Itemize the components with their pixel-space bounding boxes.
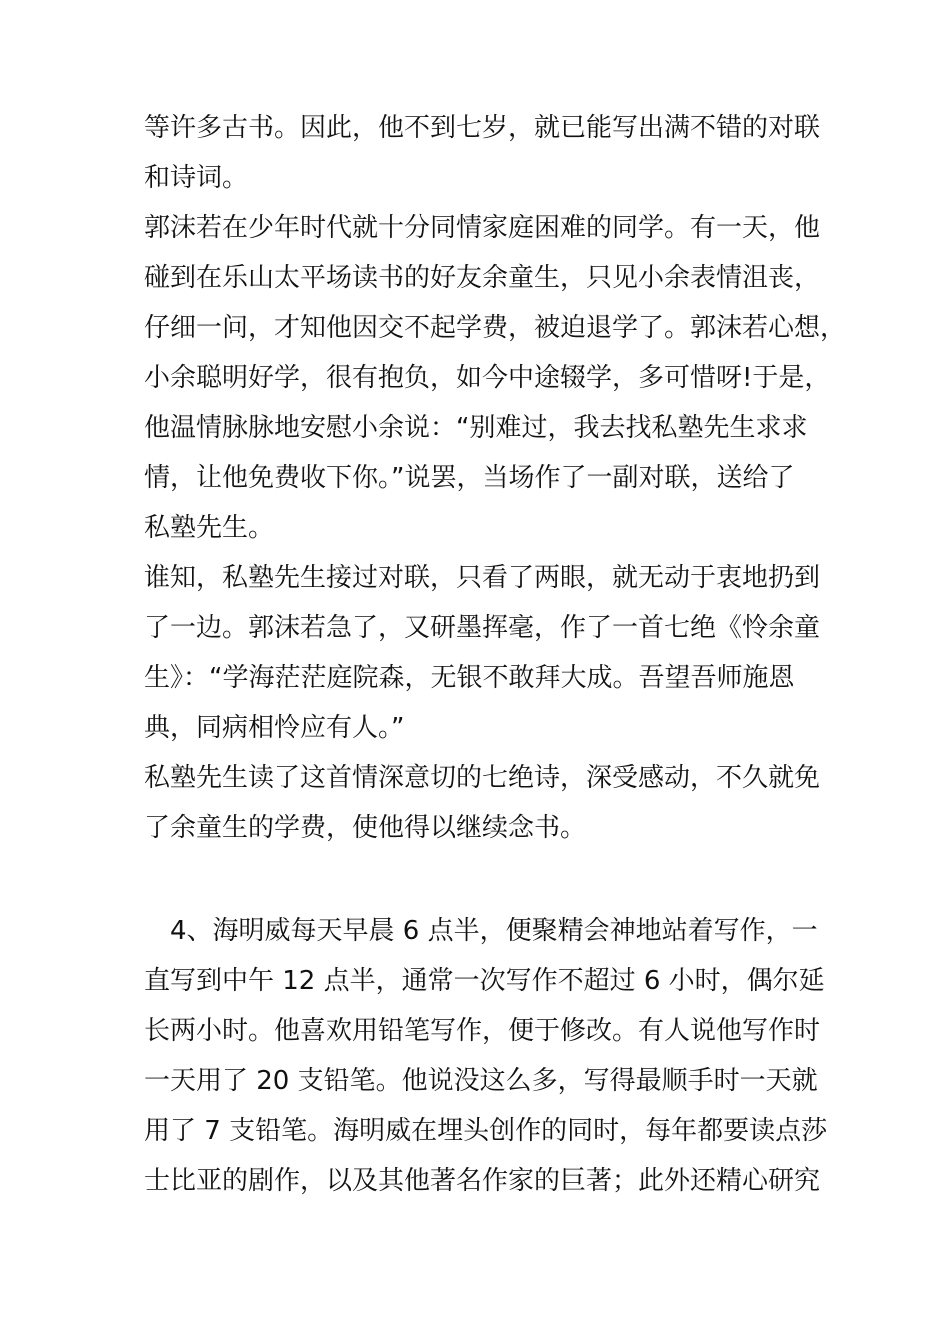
text-line: 和诗词。: [144, 163, 249, 193]
text-line: 4、海明威每天早晨 6 点半，便聚精会神地站着写作，一: [170, 916, 818, 946]
text-line: 了一边。郭沫若急了，又研墨挥毫，作了一首七绝《怜余童: [144, 613, 821, 643]
text-line: 了余童生的学费，使他得以继续念书。: [144, 813, 587, 843]
text-line: 生》：“学海茫茫庭院森，无银不敢拜大成。吾望吾师施恩: [144, 663, 795, 693]
text-line: 长两小时。他喜欢用铅笔写作，便于修改。有人说他写作时: [144, 1016, 821, 1046]
text-line: 仔细一问，才知他因交不起学费，被迫退学了。郭沫若心想，: [144, 313, 847, 343]
text-line: 直写到中午 12 点半，通常一次写作不超过 6 小时，偶尔延: [144, 966, 825, 996]
text-line: 私塾先生读了这首情深意切的七绝诗，深受感动，不久就免: [144, 763, 821, 793]
text-line: 碰到在乐山太平场读书的好友余童生，只见小余表情沮丧，: [144, 263, 821, 293]
text-line: 等许多古书。因此，他不到七岁，就已能写出满不错的对联: [144, 113, 821, 143]
text-line: 他温情脉脉地安慰小余说：“别难过，我去找私塾先生求求: [144, 413, 808, 443]
text-line: 用了 7 支铅笔。海明威在埋头创作的同时，每年都要读点莎: [144, 1116, 828, 1146]
text-line: 谁知，私塾先生接过对联，只看了两眼，就无动于衷地扔到: [144, 563, 821, 593]
text-line: 私塾先生。: [144, 513, 275, 543]
text-line: 士比亚的剧作，以及其他著名作家的巨著；此外还精心研究: [144, 1166, 821, 1196]
text-line: 一天用了 20 支铅笔。他说没这么多，写得最顺手时一天就: [144, 1066, 818, 1096]
text-line: 小余聪明好学，很有抱负，如今中途辍学，多可惜呀!于是，: [144, 363, 831, 393]
text-line: 典，同病相怜应有人。”: [144, 713, 405, 743]
text-line: 郭沫若在少年时代就十分同情家庭困难的同学。有一天，他: [144, 213, 821, 243]
text-line: 情，让他免费收下你。”说罢，当场作了一副对联，送给了: [144, 463, 795, 493]
